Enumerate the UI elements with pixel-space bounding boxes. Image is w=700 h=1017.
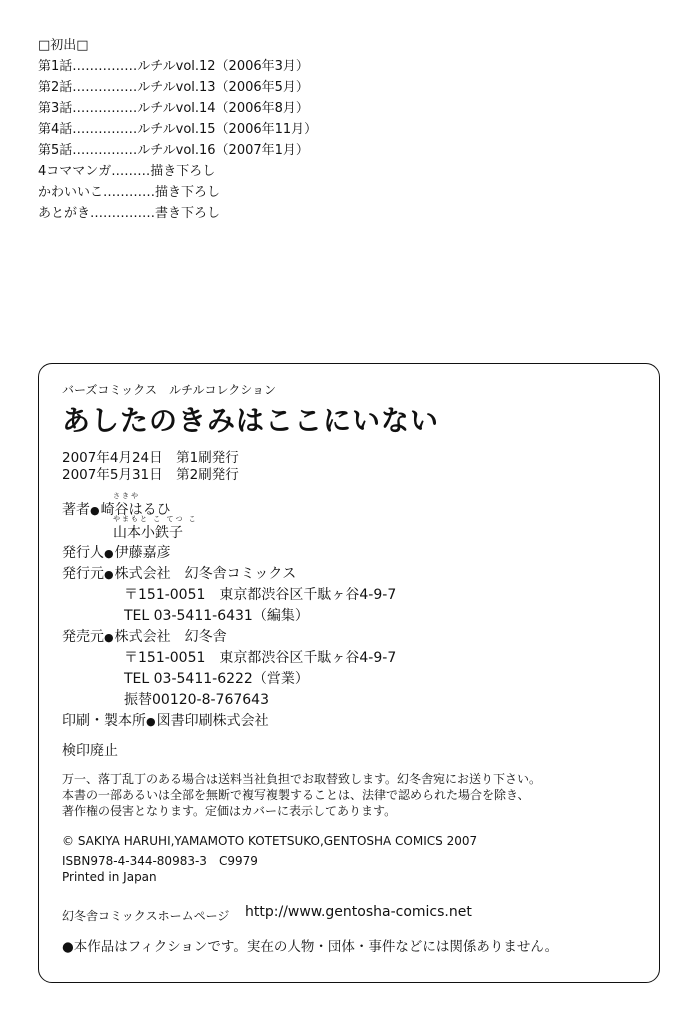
book-title: あしたのきみはここにいない [62, 404, 440, 437]
notice-line: 著作権の侵害となります。定価はカバーに表示してあります。 [62, 804, 397, 818]
seller-tel: TEL 03-5411-6222（営業） [124, 671, 309, 687]
publisher-label: 発行元 [62, 566, 104, 582]
first-appearance-item: 4コママンガ………描き下ろし [38, 164, 216, 179]
author2-ruby: やまもと こ てつ こ [113, 515, 198, 523]
author1-ruby: さきや [113, 492, 140, 500]
printing-date: 2007年4月24日 第1刷発行 [62, 450, 239, 466]
first-appearance-item: 第3話……………ルチルvol.14（2006年8月） [38, 101, 309, 116]
seller-label: 発売元 [62, 629, 104, 645]
first-appearance-item: あとがき……………書き下ろし [38, 206, 221, 221]
bullet-icon: ● [90, 504, 100, 517]
fiction-note: ●本作品はフィクションです。実在の人物・団体・事件などには関係ありません。 [62, 939, 559, 955]
seller-transfer: 振替00120-8-767643 [124, 692, 269, 708]
author2-name: 山本小鉄子 [113, 525, 183, 541]
first-appearance-item: かわいいこ…………描き下ろし [38, 185, 221, 200]
series-name: バーズコミックス ルチルコレクション [62, 383, 276, 397]
publisher-tel: TEL 03-5411-6431（編集） [124, 608, 309, 624]
seller-address: 〒151-0051 東京都渋谷区千駄ヶ谷4-9-7 [124, 650, 397, 666]
printer-name: 図書印刷株式会社 [156, 713, 269, 729]
publisher-line [62, 563, 296, 583]
publisher-person-label: 発行人 [62, 545, 104, 561]
publisher-address: 〒151-0051 東京都渋谷区千駄ヶ谷4-9-7 [124, 587, 397, 603]
seal-note: 検印廃止 [62, 743, 118, 759]
homepage-label: 幻冬舎コミックスホームページ [62, 909, 230, 923]
first-appearance-item: 第1話……………ルチルvol.12（2006年3月） [38, 59, 309, 74]
printer-line [62, 710, 269, 730]
notice-line: 万一、落丁乱丁のある場合は送料当社負担でお取替致します。幻冬舎宛にお送り下さい。 [62, 772, 542, 786]
printer-label: 印刷・製本所 [62, 713, 146, 729]
isbn: ISBN978-4-344-80983-3 C9979 [62, 854, 258, 868]
seller-name: 株式会社 幻冬舎 [114, 629, 227, 645]
publisher-name: 株式会社 幻冬舎コミックス [114, 566, 297, 582]
first-appearance-item: 第5話……………ルチルvol.16（2007年1月） [38, 143, 309, 158]
publisher-person-line [62, 542, 171, 562]
bullet-icon: ● [104, 568, 114, 581]
first-appearance-heading: □初出□ [38, 38, 89, 53]
bullet-icon: ● [146, 715, 156, 728]
first-appearance-item: 第4話……………ルチルvol.15（2006年11月） [38, 122, 318, 137]
printing-date: 2007年5月31日 第2刷発行 [62, 467, 239, 483]
first-appearance-item: 第2話……………ルチルvol.13（2006年5月） [38, 80, 309, 95]
homepage-url[interactable]: http://www.gentosha-comics.net [245, 904, 472, 920]
printed-in: Printed in Japan [62, 870, 157, 884]
seller-line [62, 626, 227, 646]
bullet-icon: ● [104, 631, 114, 644]
author-label: 著者 [62, 502, 90, 518]
bullet-icon: ● [104, 547, 114, 560]
publisher-person-name: 伊藤嘉彦 [114, 545, 171, 561]
copyright: © SAKIYA HARUHI,YAMAMOTO KOTETSUKO,GENTOSHA COMICS 2007 [62, 834, 478, 848]
author1-name: 崎谷はるひ [100, 502, 171, 518]
notice-line: 本書の一部あるいは全部を無断で複写複製することは、法律で認められた場合を除き、 [62, 788, 530, 802]
